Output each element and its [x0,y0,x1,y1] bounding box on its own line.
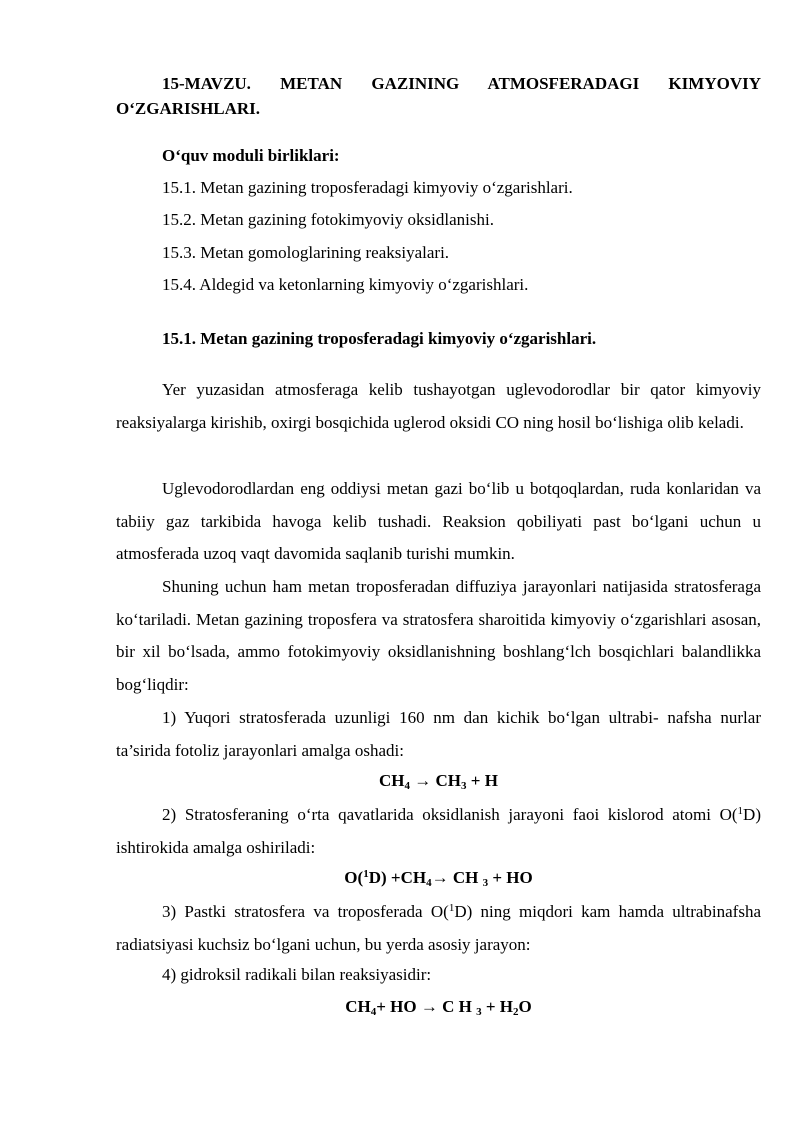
section-heading: 15.1. Metan gazining troposferadagi kimyoviy o‘zgarishlari. [162,329,597,348]
module-item: 15.1. Metan gazining troposferadagi kimyoviy o‘zgarishlari. [162,178,573,197]
paragraph: 2) Stratosferaning o‘rta qavatlarida oksidlanish jarayoni faoi kislorod atomi O($^1$D) ishtirokida amalga oshiriladi: [116,805,761,857]
module-heading: O‘quv moduli birliklari: [162,146,340,165]
equation-oxygen-atom: $O(^1D) +CH_4\to$ CH $_3$ + HO [344,868,533,889]
module-item: 15.2. Metan gazining fotokimyoviy oksidlanishi. [162,210,494,229]
paragraph: 1) Yuqori stratosferada uzunligi 160 nm dan kichik bo‘lgan ultrabi- nafsha nurlar ta’sirida fotoliz jarayonlari amalga oshadi: [116,708,761,760]
paragraph: Uglevodorodlardan eng oddiysi metan gazi bo‘lib u botqoqlardan, ruda konlaridan va tabiiy gaz tarkibida havoga kelib tushadi. Reaksion qobiliyati past bo‘lgani uchun u atmosferada uzoq vaqt davomida saqlanib turishi mumkin. [116,479,761,564]
paragraph: 3) Pastki stratosfera va troposferada O($^1$D) ning miqdori kam hamda ultrabinafsha radiatsiyasi kuchsiz bo‘lgani uchun, bu yerda asosiy jarayon: [116,902,761,954]
page-title: 15-MAVZU. METAN GAZINING ATMOSFERADAGI KIMYOVIY O‘ZGARISHLARI. [116,74,761,118]
paragraph: Shuning uchun ham metan troposferadan diffuziya jarayonlari natijasida stratosferaga ko‘tariladi. Metan gazining troposfera va stratosfera sharoitida kimyoviy o‘zgarishlari asosan, bir xil bo‘lsada, ammo fotokimyoviy oksidlanishning boshlang‘lch bosqichlari balandlikka bog‘liqdir: [116,577,761,695]
equation-photolysis: $CH_4 \to CH_3 + H$ [379,771,498,792]
paragraph: 4) gidroksil radikali bilan reaksiyasidir: [162,965,432,984]
module-item: 15.4. Aldegid va ketonlarning kimyoviy o‘zgarishlari. [162,275,529,294]
paragraph: Yer yuzasidan atmosferaga kelib tushayotgan uglevodorodlar bir qator kimyoviy reaksiyalarga kirishib, oxirgi bosqichida uglerod oksidi CO ning hosil bo‘lishiga olib keladi. [116,380,761,432]
module-item: 15.3. Metan gomologlarining reaksiyalari. [162,243,450,262]
equation-hydroxyl: $CH_4+$ HO → C H $_3 + H_2O$ [345,997,532,1018]
